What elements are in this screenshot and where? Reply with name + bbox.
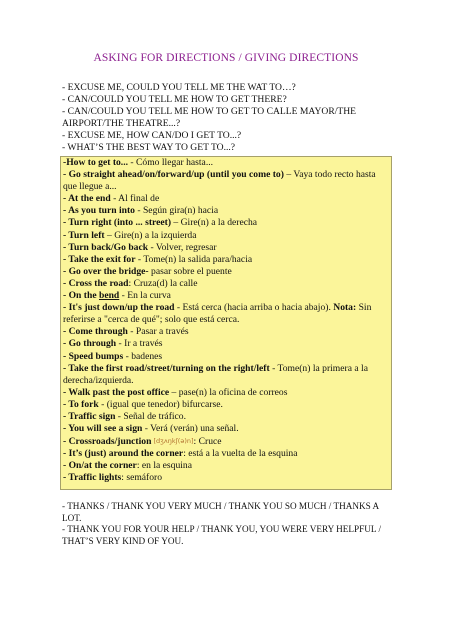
phrase-es: Cómo llegar hasta... [136, 157, 214, 168]
phrase-item [63, 290, 389, 302]
phrase-item [63, 460, 389, 472]
phrase-es: Vaya todo recto hasta que llegue a... [63, 169, 376, 193]
phrase-en: - It’s (just) around the corner [63, 448, 184, 460]
phrase-item [63, 254, 389, 266]
phrase-es: pasar sobre el puente [151, 265, 232, 277]
phrase-es: Gire(n) a la izquierda [114, 229, 197, 241]
phrase-item [63, 242, 389, 254]
phrase-sep: - [115, 410, 124, 422]
phrase-es: Verá (verán) una señal. [150, 423, 239, 435]
phrase-box [60, 156, 392, 490]
phrase-sep: : [136, 460, 142, 472]
phrase-en: - Take the exit for [63, 253, 136, 265]
phrase-item [63, 230, 389, 242]
phrase-es: badenes [131, 350, 163, 362]
phrase-es: semáforo [126, 472, 163, 484]
note-text: Sin referirse a "cerca de qué"; solo que está cerca. [63, 302, 372, 326]
phrase-es: Al final de [118, 193, 160, 205]
phrase-item [63, 326, 389, 338]
question-line: - WHAT’S THE BEST WAY TO GET TO...? [62, 142, 236, 154]
phrase-en: - On the [63, 290, 99, 302]
question-line: - EXCUSE ME, COULD YOU TELL ME THE WAT TO…? [62, 82, 296, 93]
phrase-es: Cruce [198, 436, 222, 448]
question-line: - CAN/COULD YOU TELL ME HOW TO GET THERE? [62, 94, 287, 106]
phrase-sep: - [98, 398, 107, 410]
phrase-sep: - [148, 241, 156, 253]
phrase-es: Gire(n) a la derecha [180, 217, 258, 229]
phrase-en: - Turn right (into ... street) [63, 217, 172, 229]
phrase-es: Tome(n) la primera a la derecha/izquierda. [63, 362, 368, 386]
phrase-sep: - [110, 193, 119, 205]
phrase-en: - Turn back/Go back [63, 241, 149, 253]
phrase-es: pase(n) la oficina de correos [178, 386, 288, 398]
phrase-item [63, 302, 389, 326]
phrase-item [63, 157, 389, 169]
phrase-item [63, 363, 389, 387]
phrase-sep: - [174, 302, 183, 314]
phrase-item [63, 266, 389, 278]
phrase-en-underlined: bend [98, 290, 120, 302]
phrase-en: - Crossroads/junction [63, 436, 152, 448]
phrase-en: - At the end [63, 193, 111, 205]
phrase-item [63, 205, 389, 217]
phrase-es: Tome(n) la salida para/hacia [143, 253, 253, 265]
phrase-en: - Traffic lights [63, 472, 122, 484]
phrase-es: Volver, regresar [155, 241, 217, 253]
phrase-sep: – [283, 169, 294, 181]
phrase-es: (igual que tenedor) bifurcarse. [106, 398, 223, 410]
phrase-sep: – [104, 229, 115, 241]
phrase-en: - As you turn into [63, 205, 135, 217]
question-line: - EXCUSE ME, HOW CAN/DO I GET TO...? [62, 130, 242, 142]
phrase-en: - Take the first road/street/turning on the right/left [63, 362, 270, 374]
phrase-en: - Walk past the post office [63, 386, 170, 398]
phrase-en: - Turn left [63, 229, 105, 241]
phrase-item [63, 351, 389, 363]
phrase-sep: - [128, 157, 137, 168]
question-line: - CAN/COULD YOU TELL ME HOW TO GET TO CALLE MAYOR/THE AIRPORT/THE THEATRE...? [62, 106, 357, 130]
phrase-sep: - [119, 290, 128, 302]
phrase-es: está a la vuelta de la esquina [188, 448, 298, 460]
phrase-en: - It's just down/up the road [63, 302, 175, 314]
note-label: Nota: [333, 302, 357, 314]
phrase-sep: - [127, 326, 136, 338]
phrase-sep: - [142, 423, 151, 435]
closing-line: - THANKS / THANK YOU VERY MUCH / THANK YOU SO MUCH / THANKS A LOT. [62, 501, 379, 523]
phrase-en: - To fork [63, 398, 99, 410]
phrase-sep: - [116, 338, 125, 350]
page-title: ASKING FOR DIRECTIONS / GIVING DIRECTIONS [93, 52, 359, 64]
phrase-en: - Come through [63, 326, 128, 338]
phrase-item [63, 193, 389, 205]
closing-list [62, 501, 392, 547]
phrase-en: -How to get to... [63, 157, 129, 168]
phrase-item [63, 278, 389, 290]
closing-line: - THANK YOU FOR YOUR HELP / THANK YOU, YOU WERE VERY HELPFUL / THAT’S VERY KIND OF YOU. [62, 524, 382, 546]
phrase-en: - Go straight ahead/on/forward/up (until you come to) [63, 169, 284, 181]
phrase-es: Señal de tráfico. [123, 410, 187, 422]
phrase-es: Pasar a través [135, 326, 189, 338]
phrase-en: - Traffic sign [63, 410, 116, 422]
question-list [62, 82, 392, 155]
phrase-es: en la esquina [141, 460, 192, 472]
phrase-es: Ir a través [124, 338, 163, 350]
phrase-item [63, 217, 389, 229]
phrase-item [63, 435, 389, 448]
phrase-sep: – [171, 217, 181, 229]
phrase-en: - On/at the corner [63, 460, 137, 472]
phrase-en: - Cross the road [63, 277, 129, 289]
phrase-es: Según gira(n) hacia [142, 205, 219, 217]
phrase-item [63, 472, 389, 484]
phrase-item [63, 411, 389, 423]
phrase-item [63, 387, 389, 399]
phrase-sep: : [128, 277, 134, 289]
phrase-sep: - [134, 205, 143, 217]
phrase-item [63, 448, 389, 460]
phrase-en: - Speed bumps [63, 350, 124, 362]
phrase-sep: – [169, 386, 179, 398]
phrase-es: Está cerca (hacia arriba o hacia abajo). [182, 302, 334, 314]
phrase-en: - Go through [63, 338, 117, 350]
phrase-sep: : [183, 448, 189, 460]
phrase-sep: - [135, 253, 144, 265]
phrase-sep: : [193, 436, 199, 448]
phrase-item [63, 338, 389, 350]
phrase-sep: : [121, 472, 127, 484]
phrase-en: - You will see a sign [63, 423, 143, 435]
phrase-en: - Go over the bridge- [63, 265, 149, 277]
phrase-item [63, 423, 389, 435]
phrase-es: En la curva [127, 290, 171, 302]
phrase-item [63, 169, 389, 193]
phrase-es: Cruza(d) la calle [133, 277, 198, 289]
phrase-sep: - [123, 350, 132, 362]
phrase-sep: - [269, 362, 278, 374]
pronunciation: [dʒʌŋkʃ(ə)n] [151, 437, 194, 446]
phrase-item [63, 399, 389, 411]
